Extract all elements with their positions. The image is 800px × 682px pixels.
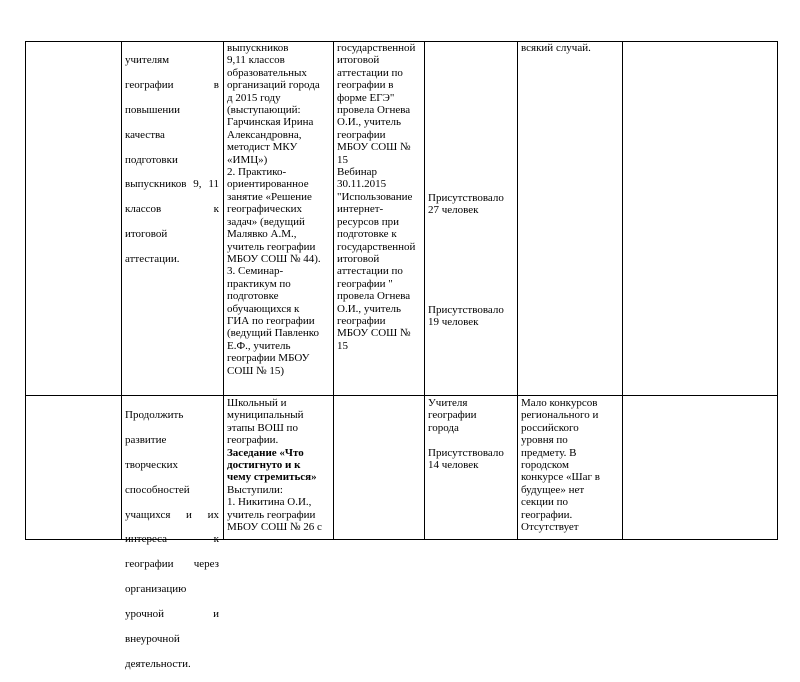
row1-attendance-1: Присутствовало 27 человек <box>428 192 504 217</box>
table-border-left <box>25 41 26 540</box>
row1-goal-line: классов к <box>125 203 219 216</box>
row1-events-cell: выпускников 9,11 классов образовательных организаций города д 2015 году (выступающий: Гарчинская Ирина Александровна, методист МКУ «ИМЦ») 2. Практико- ориентированное занятие «Решение географических задач» (ведущий Малявко А.М., учитель географии МБОУ СОШ № 44). 3. Семинар- практикум по подготовке обучающихся к ГИА по географии (ведущий Павленко Е.Ф., учитель географии МБОУ СОШ № 15) <box>227 42 321 377</box>
row1-attendance-2: Присутствовало 19 человек <box>428 304 504 329</box>
column-divider-4 <box>424 41 425 540</box>
column-divider-2 <box>223 41 224 540</box>
column-divider-3 <box>333 41 334 540</box>
row2-goal-cell <box>125 397 219 682</box>
row2-goal-line: интереса к <box>125 533 219 546</box>
row2-goal-line: организацию <box>125 583 187 596</box>
row1-goal-line: географии в <box>125 79 219 92</box>
column-divider-5 <box>517 41 518 540</box>
row2-goal-line: учащихся и их <box>125 508 219 521</box>
row1-goal-line: качества <box>125 128 165 141</box>
table-border-right <box>777 41 778 540</box>
row2-goal-line: внеурочной <box>125 632 180 645</box>
row-divider <box>25 395 778 396</box>
row2-goal-line: способностей <box>125 483 190 496</box>
row2-goal-line: урочной и <box>125 607 219 620</box>
row1-goal-line: подготовки <box>125 153 178 166</box>
row2-events-cell <box>227 397 331 539</box>
row2-goal-line: деятельности. <box>125 657 191 670</box>
row1-goal-line: учителям <box>125 54 170 67</box>
row2-participants: Учителя географии города <box>428 397 477 434</box>
column-divider-1 <box>121 41 122 540</box>
row2-attendance: Присутствовало 14 человек <box>428 447 504 472</box>
row1-goal-cell <box>125 42 219 278</box>
row2-meeting-title: Заседание «Что достигнуто и к чему стремиться» <box>227 446 317 484</box>
row2-goal-line: творческих <box>125 459 178 472</box>
row1-goal-line: повышении <box>125 104 180 117</box>
row2-notes-cell: Мало конкурсов регионального и российского уровня по предмету. В городском конкурсе «Шаг в будущее» нет секции по географии. Отсутствует <box>521 397 600 534</box>
row2-events-intro: Школьный и муниципальный этапы ВОШ по географии. <box>227 397 304 447</box>
row2-goal-line: Продолжить <box>125 409 184 422</box>
row2-speakers: Выступили: 1. Никитина О.И., учитель географии МБОУ СОШ № 26 с <box>227 483 322 534</box>
row1-goal-line: аттестации. <box>125 252 180 265</box>
row2-goal-line: развитие <box>125 434 167 447</box>
row1-goal-line: итоговой <box>125 228 168 241</box>
row1-webinar-cell: государственной итоговой аттестации по географии в форме ЕГЭ" провела Огнева О.И., учитель географии МБОУ СОШ № 15 Вебинар 30.11.2015 "Использование интернет- ресурсов при подготовке к государственной итоговой аттестации по географии " провела Огнева О.И., учитель географии МБОУ СОШ № 15 <box>337 42 416 352</box>
row2-goal-line: географии через <box>125 558 219 571</box>
column-divider-6 <box>622 41 623 540</box>
row1-notes-cell: всякий случай. <box>521 42 591 54</box>
row1-goal-line: выпускников 9, 11 <box>125 178 219 191</box>
